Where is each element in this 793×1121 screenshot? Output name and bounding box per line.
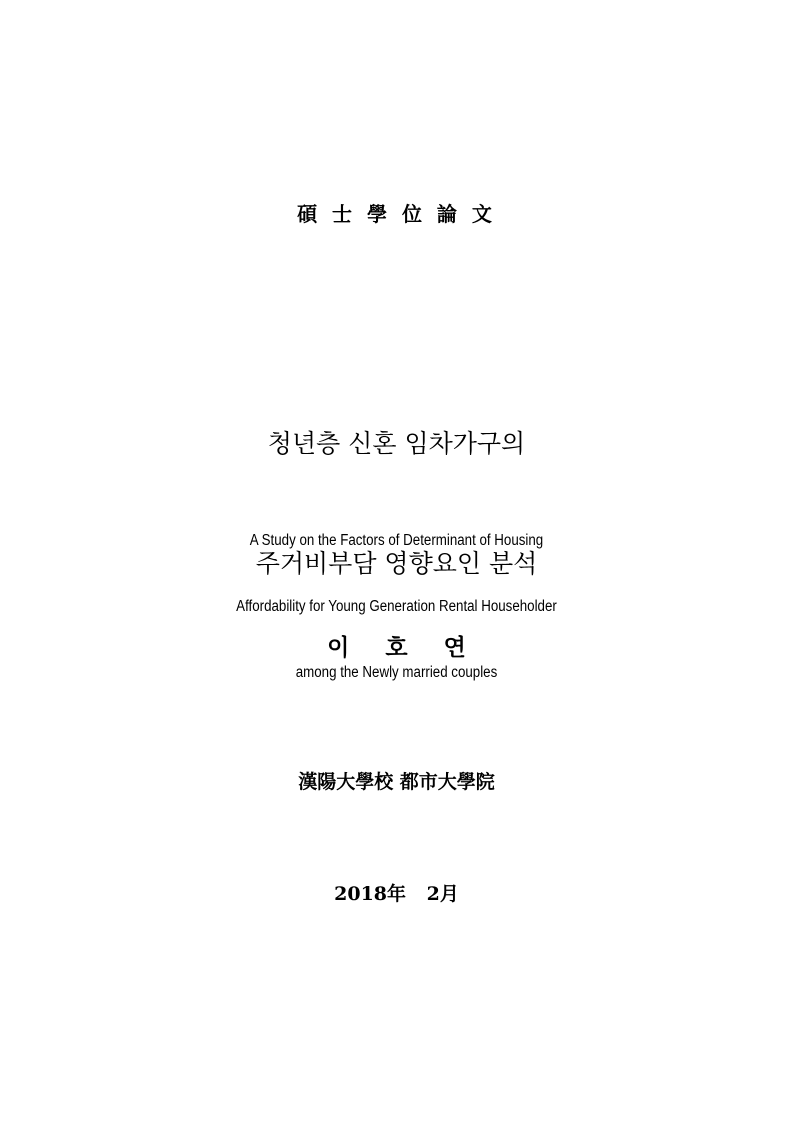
english-title bbox=[56, 486, 738, 706]
korean-title-line-2: 주거비부담 영향요인 분석 bbox=[255, 549, 538, 578]
english-title-line-1: A Study on the Factors of Determinant of Housing bbox=[249, 532, 544, 549]
institution-name: 漢陽大學校 都市大學院 bbox=[298, 771, 495, 793]
english-title-line-2: Affordability for Young Generation Rental Householder bbox=[236, 598, 557, 615]
submission-date: 2018年 2月 bbox=[334, 883, 459, 905]
degree-label: 碩 士 學 位 論 文 bbox=[297, 202, 496, 226]
korean-title-line-1: 청년층 신혼 임차가구의 bbox=[267, 429, 526, 458]
author-name: 이 호 연 bbox=[327, 634, 466, 661]
english-title-line-3: among the Newly married couples bbox=[295, 664, 498, 681]
